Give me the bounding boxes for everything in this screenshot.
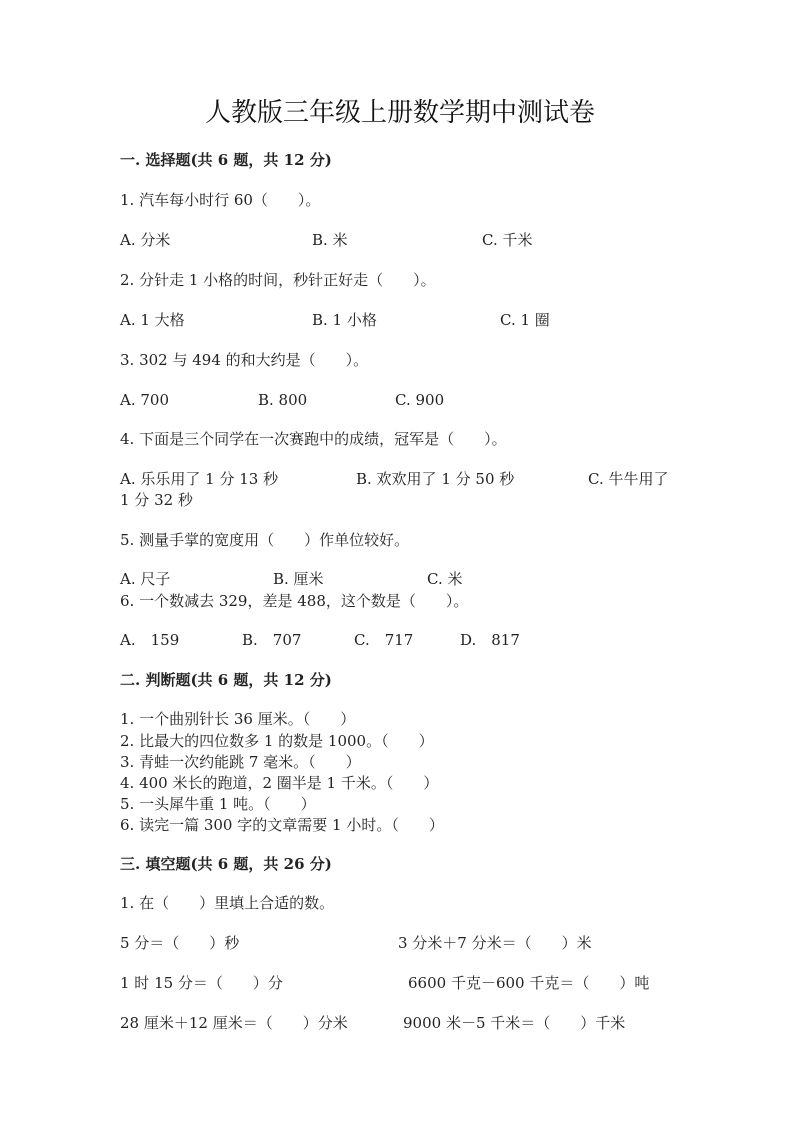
- judge-item: 1. 一个曲别针长 36 厘米。（ ）: [120, 710, 356, 728]
- option-c: C. 千米: [482, 231, 533, 249]
- question-stem: 3. 302 与 494 的和大约是（ ）。: [120, 351, 369, 369]
- option-c: C. 米: [427, 570, 463, 588]
- fill-item: 28 厘米＋12 厘米＝（ ）分米: [120, 1014, 348, 1032]
- judge-item: 5. 一头犀牛重 1 吨。（ ）: [120, 795, 316, 813]
- option-b: B. 厘米: [273, 570, 324, 588]
- option-a: A. 159: [120, 631, 180, 649]
- judge-item: 3. 青蛙一次约能跳 7 毫米。（ ）: [120, 753, 361, 771]
- option-a: A. 分米: [120, 231, 171, 249]
- judge-item: 4. 400 米长的跑道，2 圈半是 1 千米。（ ）: [120, 774, 439, 792]
- fill-stem: 1. 在（ ）里填上合适的数。: [120, 894, 335, 912]
- question-stem: 6. 一个数减去 329，差是 488，这个数是（ ）。: [120, 592, 469, 610]
- question-stem: 4. 下面是三个同学在一次赛跑中的成绩，冠军是（ ）。: [120, 430, 507, 448]
- section-heading-choice: 一. 选择题(共 6 题，共 12 分): [120, 151, 332, 169]
- option-a: A. 尺子: [120, 570, 171, 588]
- option-d: D. 817: [460, 631, 520, 649]
- fill-item: 6600 千克－600 千克＝（ ）吨: [408, 974, 650, 992]
- option-b: B. 800: [258, 391, 308, 409]
- fill-item: 5 分＝（ ）秒: [120, 934, 240, 952]
- fill-item: 3 分米＋7 分米＝（ ）米: [398, 934, 592, 952]
- option-c: C. 牛牛用了: [588, 470, 669, 488]
- option-c-continued: 1 分 32 秒: [120, 491, 193, 509]
- judge-item: 6. 读完一篇 300 字的文章需要 1 小时。（ ）: [120, 816, 444, 834]
- option-c: C. 1 圈: [500, 311, 550, 329]
- option-b: B. 欢欢用了 1 分 50 秒: [356, 470, 515, 488]
- question-stem: 2. 分针走 1 小格的时间，秒针正好走（ ）。: [120, 271, 436, 289]
- option-a: A. 700: [120, 391, 169, 409]
- judge-item: 2. 比最大的四位数多 1 的数是 1000。（ ）: [120, 732, 434, 750]
- fill-item: 1 时 15 分＝（ ）分: [120, 974, 283, 992]
- section-heading-fill: 三. 填空题(共 6 题，共 26 分): [120, 855, 332, 873]
- question-stem: 1. 汽车每小时行 60（ ）。: [120, 191, 321, 209]
- question-stem: 5. 测量手掌的宽度用（ ）作单位较好。: [120, 531, 410, 549]
- option-c: C. 900: [395, 391, 445, 409]
- section-heading-judge: 二. 判断题(共 6 题，共 12 分): [120, 671, 332, 689]
- option-a: A. 乐乐用了 1 分 13 秒: [120, 470, 279, 488]
- option-c: C. 717: [354, 631, 414, 649]
- page-title: 人教版三年级上册数学期中测试卷: [204, 98, 595, 128]
- option-a: A. 1 大格: [120, 311, 185, 329]
- option-b: B. 707: [242, 631, 302, 649]
- fill-item: 9000 米－5 千米＝（ ）千米: [403, 1014, 626, 1032]
- option-b: B. 1 小格: [312, 311, 377, 329]
- option-b: B. 米: [312, 231, 348, 249]
